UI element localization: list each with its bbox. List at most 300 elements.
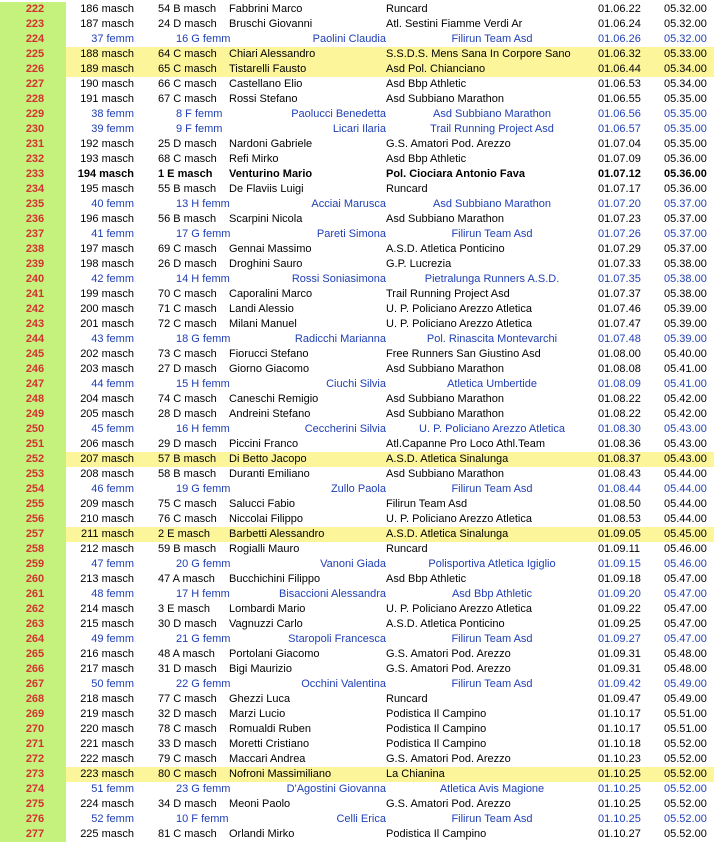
club-cell: Podistica Il Campino xyxy=(386,738,487,750)
athlete-name-cell: Refi Mirko xyxy=(229,153,279,165)
category-position-cell: 74 C masch xyxy=(158,393,217,405)
general-position-cell: 50 femm xyxy=(91,678,134,690)
finish-time-cell: 01.10.25 xyxy=(598,768,641,780)
rank-cell: 249 xyxy=(0,407,66,422)
category-position-cell: 27 D masch xyxy=(158,363,217,375)
rank-cell: 272 xyxy=(0,752,66,767)
rank-cell: 274 xyxy=(0,782,66,797)
table-row xyxy=(0,707,714,722)
rank-cell: 235 xyxy=(0,197,66,212)
club-cell: Filirun Team Asd xyxy=(451,33,533,45)
category-position-cell: 1 E masch xyxy=(158,168,213,180)
pace-cell: 05.46.00 xyxy=(664,558,707,570)
rank-cell: 269 xyxy=(0,707,66,722)
finish-time-cell: 01.07.48 xyxy=(598,333,641,345)
finish-time-cell: 01.10.23 xyxy=(598,753,641,765)
pace-cell: 05.49.00 xyxy=(664,678,707,690)
finish-time-cell: 01.09.42 xyxy=(598,678,641,690)
rank-cell: 233 xyxy=(0,167,66,182)
general-position-cell: 49 femm xyxy=(91,633,134,645)
rank-cell: 250 xyxy=(0,422,66,437)
general-position-cell: 205 masch xyxy=(80,408,134,420)
rank-cell: 224 xyxy=(0,32,66,47)
general-position-cell: 217 masch xyxy=(80,663,134,675)
table-row xyxy=(0,137,714,152)
club-cell: Pietralunga Runners A.S.D. xyxy=(424,273,560,285)
club-cell: Pol. Rinascita Montevarchi xyxy=(426,333,558,345)
table-row xyxy=(0,212,714,227)
table-row xyxy=(0,197,714,212)
general-position-cell: 47 femm xyxy=(91,558,134,570)
club-cell: Runcard xyxy=(386,543,428,555)
finish-time-cell: 01.08.22 xyxy=(598,408,641,420)
finish-time-cell: 01.07.37 xyxy=(598,288,641,300)
pace-cell: 05.41.00 xyxy=(664,378,707,390)
pace-cell: 05.32.00 xyxy=(664,3,707,15)
club-cell: Runcard xyxy=(386,693,428,705)
pace-cell: 05.32.00 xyxy=(664,18,707,30)
finish-time-cell: 01.10.25 xyxy=(598,783,641,795)
pace-cell: 05.37.00 xyxy=(664,198,707,210)
category-position-cell: 59 B masch xyxy=(158,543,217,555)
category-position-cell: 8 F femm xyxy=(176,108,223,120)
athlete-name-cell: Ceccherini Silvia xyxy=(304,423,386,435)
pace-cell: 05.47.00 xyxy=(664,588,707,600)
general-position-cell: 186 masch xyxy=(80,3,134,15)
finish-time-cell: 01.08.50 xyxy=(598,498,641,510)
pace-cell: 05.39.00 xyxy=(664,318,707,330)
general-position-cell: 52 femm xyxy=(91,813,134,825)
pace-cell: 05.36.00 xyxy=(664,168,707,180)
pace-cell: 05.45.00 xyxy=(664,528,707,540)
finish-time-cell: 01.10.25 xyxy=(598,798,641,810)
finish-time-cell: 01.07.17 xyxy=(598,183,641,195)
general-position-cell: 37 femm xyxy=(91,33,134,45)
rank-cell: 226 xyxy=(0,62,66,77)
club-cell: Runcard xyxy=(386,3,428,15)
pace-cell: 05.44.00 xyxy=(664,483,707,495)
finish-time-cell: 01.08.37 xyxy=(598,453,641,465)
club-cell: Free Runners San Giustino Asd xyxy=(386,348,541,360)
category-position-cell: 68 C masch xyxy=(158,153,217,165)
general-position-cell: 189 masch xyxy=(80,63,134,75)
athlete-name-cell: Fiorucci Stefano xyxy=(229,348,309,360)
athlete-name-cell: Bruschi Giovanni xyxy=(229,18,313,30)
club-cell: G.S. Amatori Pod. Arezzo xyxy=(386,663,511,675)
pace-cell: 05.43.00 xyxy=(664,438,707,450)
athlete-name-cell: Celli Erica xyxy=(336,813,386,825)
rank-cell: 245 xyxy=(0,347,66,362)
rank-cell: 253 xyxy=(0,467,66,482)
athlete-name-cell: Bigi Maurizio xyxy=(229,663,292,675)
club-cell: Polisportiva Atletica Igiglio xyxy=(428,558,556,570)
table-row xyxy=(0,752,714,767)
rank-cell: 228 xyxy=(0,92,66,107)
club-cell: G.S. Amatori Pod. Arezzo xyxy=(386,798,511,810)
pace-cell: 05.36.00 xyxy=(664,153,707,165)
table-row xyxy=(0,632,714,647)
general-position-cell: 218 masch xyxy=(80,693,134,705)
rank-cell: 222 xyxy=(0,2,66,17)
rank-cell: 258 xyxy=(0,542,66,557)
athlete-name-cell: Portolani Giacomo xyxy=(229,648,320,660)
category-position-cell: 9 F femm xyxy=(176,123,223,135)
club-cell: A.S.D. Atletica Sinalunga xyxy=(386,528,509,540)
rank-cell: 260 xyxy=(0,572,66,587)
pace-cell: 05.37.00 xyxy=(664,228,707,240)
pace-cell: 05.52.00 xyxy=(664,738,707,750)
finish-time-cell: 01.07.12 xyxy=(598,168,641,180)
general-position-cell: 43 femm xyxy=(91,333,134,345)
club-cell: G.S. Amatori Pod. Arezzo xyxy=(386,648,511,660)
category-position-cell: 20 G femm xyxy=(176,558,231,570)
club-cell: U. P. Policiano Arezzo Atletica xyxy=(386,303,532,315)
club-cell: Asd Subbiano Marathon xyxy=(386,468,505,480)
pace-cell: 05.42.00 xyxy=(664,393,707,405)
club-cell: Asd Subbiano Marathon xyxy=(386,93,505,105)
general-position-cell: 197 masch xyxy=(80,243,134,255)
club-cell: U. P. Policiano Arezzo Atletica xyxy=(419,423,565,435)
category-position-cell: 66 C masch xyxy=(158,78,217,90)
club-cell: Asd Subbiano Marathon xyxy=(386,363,505,375)
finish-time-cell: 01.07.47 xyxy=(598,318,641,330)
general-position-cell: 191 masch xyxy=(80,93,134,105)
table-row xyxy=(0,557,714,572)
rank-cell: 277 xyxy=(0,827,66,842)
rank-cell: 265 xyxy=(0,647,66,662)
category-position-cell: 47 A masch xyxy=(158,573,215,585)
general-position-cell: 199 masch xyxy=(80,288,134,300)
club-cell: Asd Bbp Athletic xyxy=(451,588,533,600)
category-position-cell: 75 C masch xyxy=(158,498,217,510)
category-position-cell: 80 C masch xyxy=(158,768,217,780)
club-cell: Runcard xyxy=(386,183,428,195)
table-row xyxy=(0,617,714,632)
pace-cell: 05.44.00 xyxy=(664,513,707,525)
club-cell: S.S.D.S. Mens Sana In Corpore Sano xyxy=(386,48,571,60)
category-position-cell: 76 C masch xyxy=(158,513,217,525)
category-position-cell: 29 D masch xyxy=(158,438,217,450)
pace-cell: 05.48.00 xyxy=(664,663,707,675)
table-row xyxy=(0,362,714,377)
pace-cell: 05.52.00 xyxy=(664,753,707,765)
club-cell: G.S. Amatori Pod. Arezzo xyxy=(386,138,511,150)
finish-time-cell: 01.07.04 xyxy=(598,138,641,150)
pace-cell: 05.44.00 xyxy=(664,498,707,510)
club-cell: U. P. Policiano Arezzo Atletica xyxy=(386,603,532,615)
table-row xyxy=(0,467,714,482)
category-position-cell: 81 C masch xyxy=(158,828,217,840)
general-position-cell: 212 masch xyxy=(80,543,134,555)
pace-cell: 05.39.00 xyxy=(664,303,707,315)
finish-time-cell: 01.08.09 xyxy=(598,378,641,390)
pace-cell: 05.35.00 xyxy=(664,138,707,150)
club-cell: Asd Subbiano Marathon xyxy=(386,408,505,420)
pace-cell: 05.49.00 xyxy=(664,693,707,705)
athlete-name-cell: Milani Manuel xyxy=(229,318,297,330)
rank-cell: 225 xyxy=(0,47,66,62)
finish-time-cell: 01.09.31 xyxy=(598,663,641,675)
category-position-cell: 16 G femm xyxy=(176,33,231,45)
table-row xyxy=(0,152,714,167)
athlete-name-cell: Radicchi Marianna xyxy=(294,333,386,345)
table-row xyxy=(0,107,714,122)
general-position-cell: 220 masch xyxy=(80,723,134,735)
finish-time-cell: 01.07.29 xyxy=(598,243,641,255)
table-row xyxy=(0,182,714,197)
general-position-cell: 213 masch xyxy=(80,573,134,585)
finish-time-cell: 01.09.27 xyxy=(598,633,641,645)
rank-cell: 244 xyxy=(0,332,66,347)
finish-time-cell: 01.09.25 xyxy=(598,618,641,630)
general-position-cell: 224 masch xyxy=(80,798,134,810)
table-row xyxy=(0,92,714,107)
general-position-cell: 44 femm xyxy=(91,378,134,390)
finish-time-cell: 01.06.53 xyxy=(598,78,641,90)
rank-cell: 267 xyxy=(0,677,66,692)
rank-cell: 261 xyxy=(0,587,66,602)
athlete-name-cell: De Flaviis Luigi xyxy=(229,183,304,195)
general-position-cell: 222 masch xyxy=(80,753,134,765)
athlete-name-cell: Vanoni Giada xyxy=(320,558,386,570)
finish-time-cell: 01.08.00 xyxy=(598,348,641,360)
finish-time-cell: 01.08.36 xyxy=(598,438,641,450)
general-position-cell: 200 masch xyxy=(80,303,134,315)
table-row xyxy=(0,692,714,707)
pace-cell: 05.52.00 xyxy=(664,798,707,810)
rank-cell: 240 xyxy=(0,272,66,287)
club-cell: Podistica Il Campino xyxy=(386,708,487,720)
finish-time-cell: 01.08.08 xyxy=(598,363,641,375)
athlete-name-cell: Staropoli Francesca xyxy=(288,633,386,645)
pace-cell: 05.34.00 xyxy=(664,63,707,75)
pace-cell: 05.39.00 xyxy=(664,333,707,345)
rank-cell: 248 xyxy=(0,392,66,407)
category-position-cell: 64 C masch xyxy=(158,48,217,60)
club-cell: Trail Running Project Asd xyxy=(386,288,510,300)
category-position-cell: 3 E masch xyxy=(158,603,210,615)
rank-cell: 241 xyxy=(0,287,66,302)
category-position-cell: 19 G femm xyxy=(176,483,231,495)
rank-cell: 256 xyxy=(0,512,66,527)
finish-time-cell: 01.06.44 xyxy=(598,63,641,75)
finish-time-cell: 01.06.57 xyxy=(598,123,641,135)
pace-cell: 05.52.00 xyxy=(664,828,707,840)
athlete-name-cell: Di Betto Jacopo xyxy=(229,453,307,465)
table-row xyxy=(0,272,714,287)
table-row xyxy=(0,257,714,272)
rank-cell: 271 xyxy=(0,737,66,752)
club-cell: Atletica Avis Magione xyxy=(439,783,545,795)
category-position-cell: 18 G femm xyxy=(176,333,231,345)
table-row xyxy=(0,347,714,362)
table-row xyxy=(0,782,714,797)
general-position-cell: 201 masch xyxy=(80,318,134,330)
rank-cell: 236 xyxy=(0,212,66,227)
table-row xyxy=(0,167,714,182)
general-position-cell: 193 masch xyxy=(80,153,134,165)
club-cell: G.P. Lucrezia xyxy=(386,258,452,270)
athlete-name-cell: Ciuchi Silvia xyxy=(326,378,386,390)
category-position-cell: 79 C masch xyxy=(158,753,217,765)
pace-cell: 05.41.00 xyxy=(664,363,707,375)
club-cell: Asd Subbiano Marathon xyxy=(386,213,505,225)
general-position-cell: 188 masch xyxy=(80,48,134,60)
finish-time-cell: 01.08.22 xyxy=(598,393,641,405)
general-position-cell: 221 masch xyxy=(80,738,134,750)
rank-cell: 268 xyxy=(0,692,66,707)
rank-cell: 237 xyxy=(0,227,66,242)
finish-time-cell: 01.08.30 xyxy=(598,423,641,435)
table-row xyxy=(0,242,714,257)
general-position-cell: 195 masch xyxy=(80,183,134,195)
finish-time-cell: 01.07.26 xyxy=(598,228,641,240)
category-position-cell: 34 D masch xyxy=(158,798,217,810)
pace-cell: 05.44.00 xyxy=(664,468,707,480)
pace-cell: 05.37.00 xyxy=(664,243,707,255)
club-cell: Pol. Ciociara Antonio Fava xyxy=(386,168,525,180)
rank-cell: 246 xyxy=(0,362,66,377)
pace-cell: 05.38.00 xyxy=(664,288,707,300)
general-position-cell: 38 femm xyxy=(91,108,134,120)
general-position-cell: 203 masch xyxy=(80,363,134,375)
table-row xyxy=(0,227,714,242)
pace-cell: 05.36.00 xyxy=(664,183,707,195)
table-row xyxy=(0,422,714,437)
category-position-cell: 30 D masch xyxy=(158,618,217,630)
table-row xyxy=(0,17,714,32)
athlete-name-cell: Nofroni Massimiliano xyxy=(229,768,332,780)
rank-cell: 257 xyxy=(0,527,66,542)
general-position-cell: 225 masch xyxy=(80,828,134,840)
general-position-cell: 190 masch xyxy=(80,78,134,90)
club-cell: Filirun Team Asd xyxy=(451,678,533,690)
rank-cell: 259 xyxy=(0,557,66,572)
athlete-name-cell: Paolini Claudia xyxy=(312,33,386,45)
rank-cell: 255 xyxy=(0,497,66,512)
category-position-cell: 17 H femm xyxy=(176,588,230,600)
athlete-name-cell: Caporalini Marco xyxy=(229,288,313,300)
athlete-name-cell: Orlandi Mirko xyxy=(229,828,295,840)
category-position-cell: 77 C masch xyxy=(158,693,217,705)
athlete-name-cell: Maccari Andrea xyxy=(229,753,306,765)
athlete-name-cell: Scarpini Nicola xyxy=(229,213,303,225)
pace-cell: 05.35.00 xyxy=(664,93,707,105)
general-position-cell: 206 masch xyxy=(80,438,134,450)
table-row xyxy=(0,827,714,842)
category-position-cell: 55 B masch xyxy=(158,183,217,195)
club-cell: Podistica Il Campino xyxy=(386,828,487,840)
pace-cell: 05.42.00 xyxy=(664,408,707,420)
club-cell: Asd Bbp Athletic xyxy=(386,153,467,165)
athlete-name-cell: Niccolai Filippo xyxy=(229,513,303,525)
table-row xyxy=(0,122,714,137)
table-row xyxy=(0,542,714,557)
rank-cell: 254 xyxy=(0,482,66,497)
rank-cell: 229 xyxy=(0,107,66,122)
category-position-cell: 58 B masch xyxy=(158,468,217,480)
table-row xyxy=(0,437,714,452)
finish-time-cell: 01.10.17 xyxy=(598,723,641,735)
category-position-cell: 73 C masch xyxy=(158,348,217,360)
general-position-cell: 194 masch xyxy=(77,168,134,180)
table-row xyxy=(0,587,714,602)
athlete-name-cell: Fabbrini Marco xyxy=(229,3,303,15)
club-cell: G.S. Amatori Pod. Arezzo xyxy=(386,753,511,765)
category-position-cell: 2 E masch xyxy=(158,528,210,540)
finish-time-cell: 01.06.24 xyxy=(598,18,641,30)
athlete-name-cell: Landi Alessio xyxy=(229,303,294,315)
finish-time-cell: 01.07.35 xyxy=(598,273,641,285)
general-position-cell: 196 masch xyxy=(80,213,134,225)
rank-cell: 275 xyxy=(0,797,66,812)
category-position-cell: 15 H femm xyxy=(176,378,230,390)
category-position-cell: 22 G femm xyxy=(176,678,231,690)
finish-time-cell: 01.07.20 xyxy=(598,198,641,210)
pace-cell: 05.47.00 xyxy=(664,603,707,615)
rank-cell: 230 xyxy=(0,122,66,137)
general-position-cell: 39 femm xyxy=(91,123,134,135)
general-position-cell: 41 femm xyxy=(91,228,134,240)
pace-cell: 05.43.00 xyxy=(664,453,707,465)
pace-cell: 05.38.00 xyxy=(664,258,707,270)
club-cell: Filirun Team Asd xyxy=(386,498,468,510)
table-row xyxy=(0,317,714,332)
athlete-name-cell: Rossi Stefano xyxy=(229,93,298,105)
rank-cell: 276 xyxy=(0,812,66,827)
club-cell: Filirun Team Asd xyxy=(451,483,533,495)
category-position-cell: 26 D masch xyxy=(158,258,217,270)
general-position-cell: 219 masch xyxy=(80,708,134,720)
general-position-cell: 216 masch xyxy=(80,648,134,660)
athlete-name-cell: Nardoni Gabriele xyxy=(229,138,313,150)
category-position-cell: 70 C masch xyxy=(158,288,217,300)
general-position-cell: 209 masch xyxy=(80,498,134,510)
table-row xyxy=(0,677,714,692)
finish-time-cell: 01.08.44 xyxy=(598,483,641,495)
finish-time-cell: 01.06.55 xyxy=(598,93,641,105)
table-row xyxy=(0,512,714,527)
table-row xyxy=(0,47,714,62)
table-row xyxy=(0,797,714,812)
club-cell: Asd Pol. Chianciano xyxy=(386,63,486,75)
finish-time-cell: 01.07.23 xyxy=(598,213,641,225)
table-row xyxy=(0,602,714,617)
athlete-name-cell: Salucci Fabio xyxy=(229,498,296,510)
pace-cell: 05.43.00 xyxy=(664,423,707,435)
athlete-name-cell: Castellano Elio xyxy=(229,78,303,90)
athlete-name-cell: Moretti Cristiano xyxy=(229,738,310,750)
category-position-cell: 14 H femm xyxy=(176,273,230,285)
club-cell: A.S.D. Atletica Ponticino xyxy=(386,618,505,630)
rank-cell: 234 xyxy=(0,182,66,197)
pace-cell: 05.40.00 xyxy=(664,348,707,360)
table-row xyxy=(0,767,714,782)
table-row xyxy=(0,302,714,317)
finish-time-cell: 01.06.56 xyxy=(598,108,641,120)
finish-time-cell: 01.10.17 xyxy=(598,708,641,720)
rank-cell: 263 xyxy=(0,617,66,632)
general-position-cell: 210 masch xyxy=(80,513,134,525)
general-position-cell: 40 femm xyxy=(91,198,134,210)
rank-cell: 264 xyxy=(0,632,66,647)
general-position-cell: 204 masch xyxy=(80,393,134,405)
table-row xyxy=(0,572,714,587)
finish-time-cell: 01.09.47 xyxy=(598,693,641,705)
category-position-cell: 33 D masch xyxy=(158,738,217,750)
table-row xyxy=(0,452,714,467)
finish-time-cell: 01.09.11 xyxy=(598,543,641,555)
